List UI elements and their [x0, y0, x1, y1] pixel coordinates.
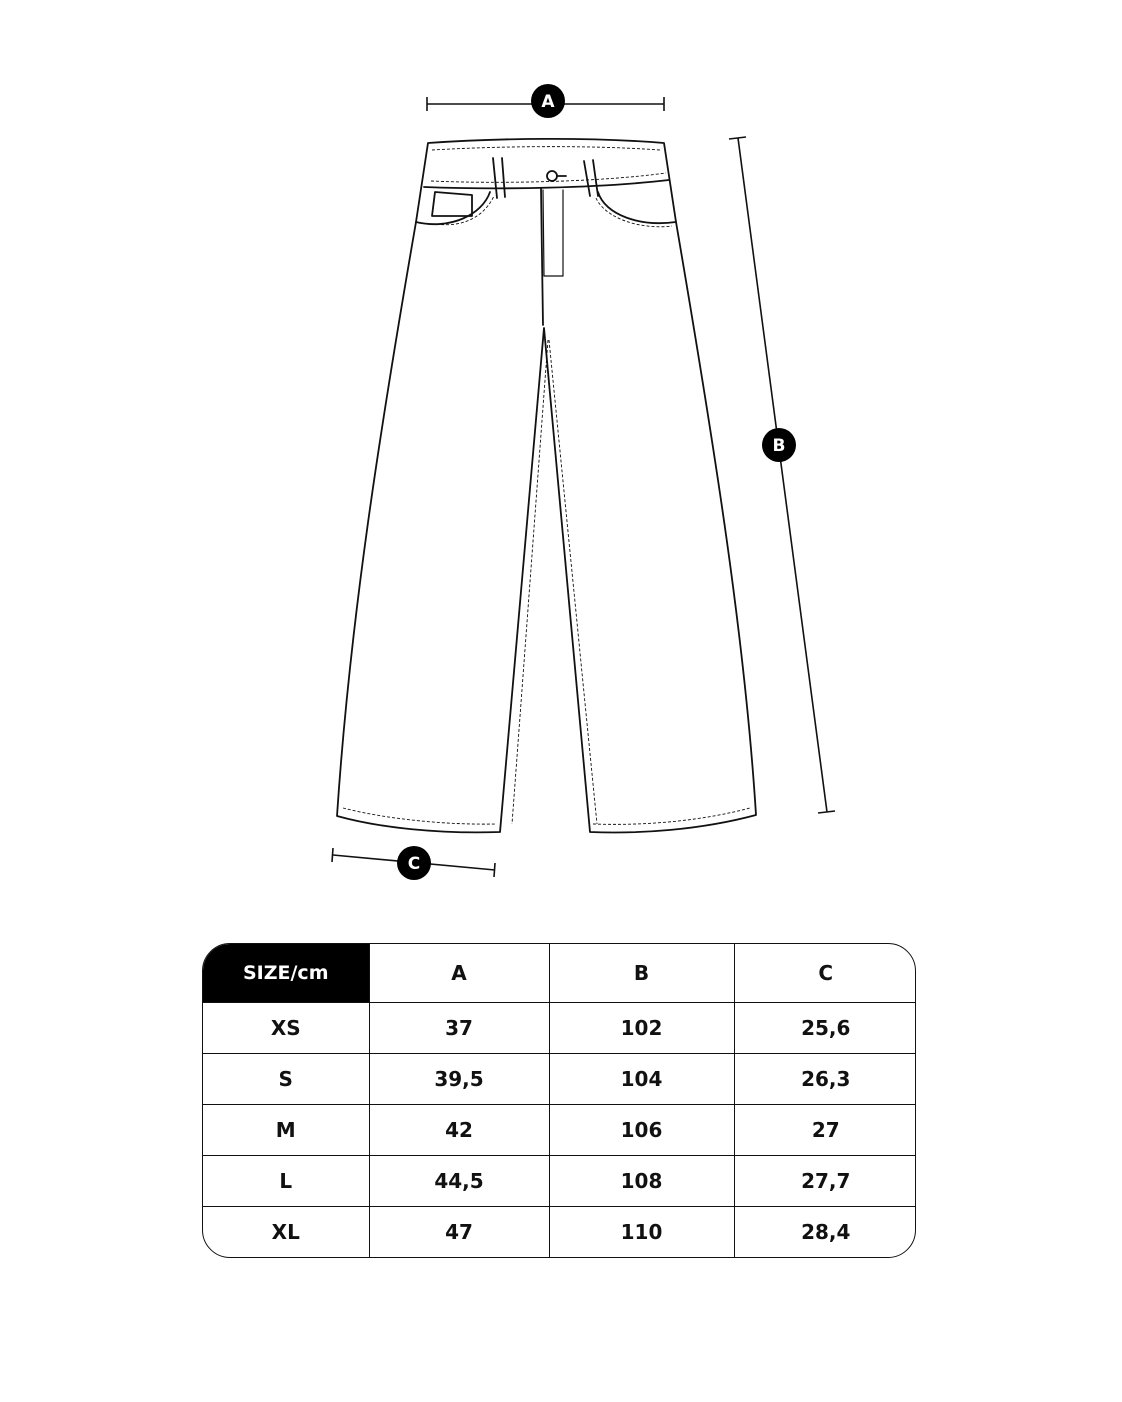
measurement-b-cell: 104	[549, 1053, 734, 1104]
measurement-a-cell: 47	[369, 1206, 549, 1257]
stitch-lines	[343, 147, 750, 825]
belt-loop-left	[493, 158, 505, 198]
size-cell: S	[203, 1053, 369, 1104]
table-row	[203, 1053, 916, 1104]
size-cell: XL	[203, 1206, 369, 1257]
table-row	[203, 1002, 916, 1053]
measurement-c-cell: 27,7	[734, 1155, 916, 1206]
svg-text:B: B	[772, 436, 786, 456]
measurement-a-cell: 42	[369, 1104, 549, 1155]
marker-a	[531, 84, 565, 118]
measurement-c-cell: 25,6	[734, 1002, 916, 1053]
belt-loop-right	[584, 160, 598, 196]
measurement-c-cell: 27	[734, 1104, 916, 1155]
marker-b	[762, 428, 796, 462]
table-header-row	[203, 944, 916, 1002]
size-unit-header: SIZE/cm	[203, 944, 369, 1002]
measurement-c-cell: 26,3	[734, 1053, 916, 1104]
pants-illustration	[337, 139, 756, 833]
column-header-a: A	[369, 944, 549, 1002]
size-cell: XS	[203, 1002, 369, 1053]
pocket-left	[416, 192, 490, 224]
measurement-b-cell: 110	[549, 1206, 734, 1257]
pants-outline	[337, 139, 756, 833]
size-chart-table	[202, 943, 916, 1258]
measurement-b-cell: 102	[549, 1002, 734, 1053]
waist-button	[547, 171, 557, 181]
fly-stitch	[543, 190, 563, 276]
measurement-c-cell: 28,4	[801, 1219, 851, 1244]
measurement-b-cell: 106	[549, 1104, 734, 1155]
column-header-c: C	[734, 944, 916, 1002]
table-row	[203, 1104, 916, 1155]
svg-text:A: A	[541, 92, 555, 112]
size-cell: L	[203, 1155, 369, 1206]
size-cell: M	[203, 1104, 369, 1155]
measurement-b-cell: 108	[549, 1155, 734, 1206]
coin-pocket	[432, 192, 472, 216]
table-row	[203, 1155, 916, 1206]
marker-c	[397, 846, 431, 880]
measurement-a-cell: 37	[369, 1002, 549, 1053]
svg-text:C: C	[407, 854, 421, 874]
table-row	[203, 1206, 916, 1257]
pocket-right	[598, 192, 676, 223]
column-header-b: B	[549, 944, 734, 1002]
measurement-a-cell: 44,5	[369, 1155, 549, 1206]
measurement-a-cell: 39,5	[369, 1053, 549, 1104]
dimension-b	[729, 137, 835, 813]
